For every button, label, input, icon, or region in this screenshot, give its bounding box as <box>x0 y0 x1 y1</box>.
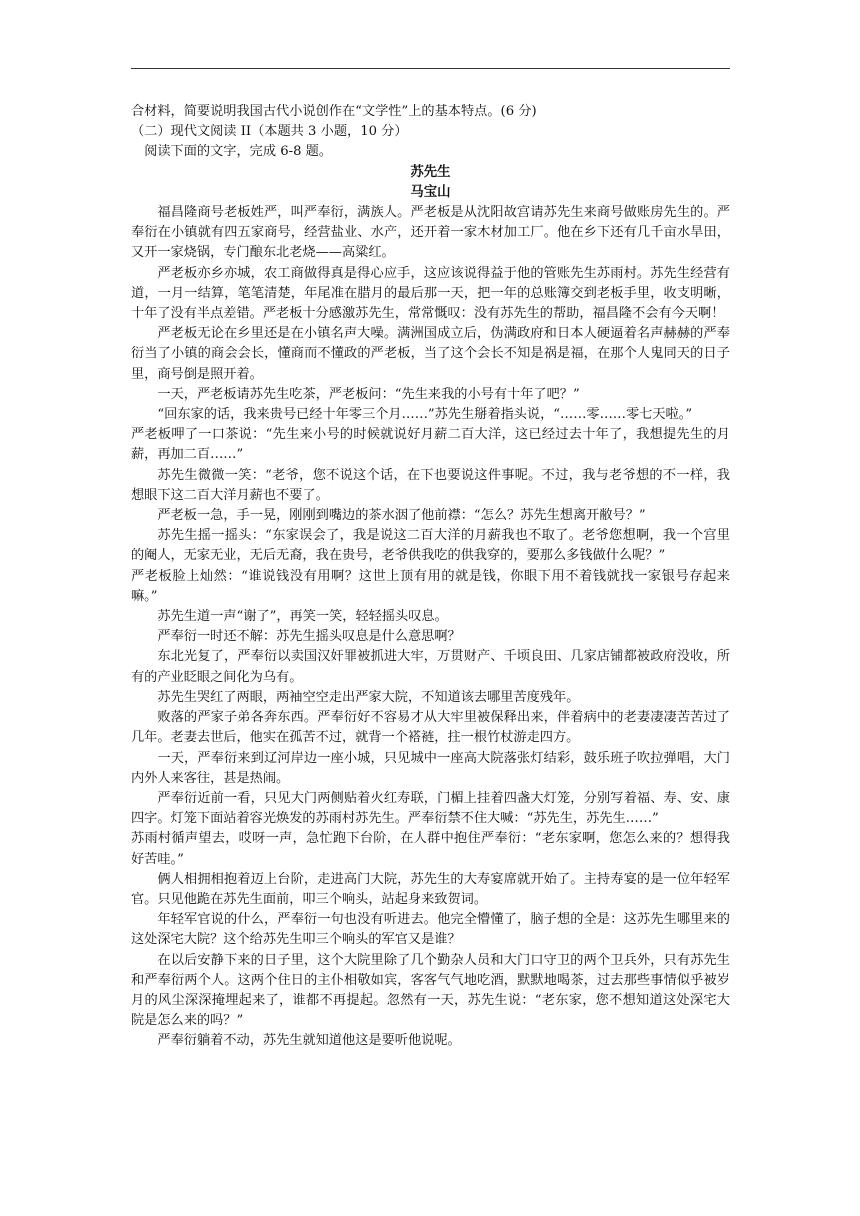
article-author: 马宝山 <box>410 184 451 200</box>
paragraph: 苏先生摇一摇头：“东家误会了，我是说这二百大洋的月薪我也不取了。老爷您想啊，我一个宫里的阉人，无家无业，无后无裔，我在贵号，老爷供我吃的供我穿的，要那么多钱做什么呢？” <box>131 528 730 564</box>
paragraph: 福昌隆商号老板姓严，叫严奉衍，满族人。严老板是从沈阳故宫请苏先生来商号做账房先生的。严奉衍在小镇就有四五家商号，经营盐业、水产，还开着一家木材加工厂。他在乡下还有几千亩水旱田，又开一家烧锅，专门酿东北老烧——高粱红。 <box>131 205 730 261</box>
paragraph: 严奉衍近前一看，只见大门两侧贴着火红寿联，门楣上挂着四盏大灯笼，分别写着福、寿、安、康四字。灯笼下面站着容光焕发的苏雨村苏先生。严奉衍禁不住大喊：“苏先生，苏先生……” <box>131 790 730 827</box>
document-body <box>131 102 730 1052</box>
section-heading: （二）现代文阅读 II（本题共 3 小题，10 分） <box>131 124 408 140</box>
paragraph: 东北光复了，严奉衍以卖国汉奸罪被抓进大牢，万贯财产、千顷良田、几家店铺都被政府没收，所有的产业眨眼之间化为乌有。 <box>131 649 730 685</box>
paragraph: 俩人相拥相抱着迈上台阶，走进高门大院，苏先生的大寿宴席就开始了。主持寿宴的是一位年轻军官。只见他跪在苏先生面前，叩三个响头，站起身来致贺词。 <box>131 871 730 907</box>
paragraph: 严奉衍躺着不动，苏先生就知道他这是要听他说呢。 <box>157 1033 461 1049</box>
paragraph: “回东家的话，我来贵号已经十年零三个月……”苏先生掰着指头说，“……零……零七天啦。” <box>157 407 693 423</box>
paragraph: 在以后安静下来的日子里，这个大院里除了几个勤杂人员和大门口守卫的两个卫兵外，只有苏先生和严奉衍两个人。这两个住日的主仆相敬如宾，客客气气地吃酒，默默地喝茶，过去那些事情似乎被岁月的风尘深深掩埋起来了，谁都不再提起。忽然有一天，苏先生说：“老东家，您不想知道这处深宅大院是怎么来的吗？” <box>131 952 730 1029</box>
paragraph: 严老板亦乡亦城，农工商做得真是得心应手，这应该说得益于他的管账先生苏雨村。苏先生经营有道，一月一结算，笔笔清楚，年尾准在腊月的最后那一天，把一年的总账簿交到老板手里，收支明晰，十年了没有半点差错。严老板十分感激苏先生，常常慨叹：没有苏先生的帮助，福昌隆不会有今天啊！ <box>131 265 730 322</box>
paragraph: 严老板一急，手一晃，刚刚到嘴边的茶水洇了他前襟：“怎么？苏先生想离开敝号？” <box>157 508 646 524</box>
paragraph: 严老板脸上灿然：“谁说钱没有用啊？这世上顶有用的就是钱，你眼下用不着钱就找一家银号存起来嘛。” <box>131 568 730 604</box>
question-continuation: 合材料，简要说明我国古代小说创作在“文学性”上的基本特点。(6 分) <box>131 104 537 119</box>
reading-instruction: 阅读下面的文字，完成 6-8 题。 <box>144 144 333 160</box>
paragraph: 苏先生道一声“谢了”，再笑一笑，轻轻摇头叹息。 <box>157 609 448 625</box>
paragraph: 败落的严家子弟各奔东西。严奉衍好不容易才从大牢里被保释出来，伴着病中的老妻凄凄苦苦过了几年。老妻去世后，他实在孤苦不过，就背一个褡裢，拄一根竹杖游走四方。 <box>131 710 730 746</box>
paragraph: 一天，严奉衍来到辽河岸边一座小城，只见城中一座高大院落张灯结彩，鼓乐班子吹拉弹唱，大门内外人来客往，甚是热闹。 <box>131 750 730 786</box>
paragraph: 严老板呷了一口茶说：“先生来小号的时候就说好月薪二百大洋，这已经过去十年了，我想提先生的月薪，再加二百……” <box>131 427 730 463</box>
paragraph: 苏先生微微一笑：“老爷，您不说这个话，在下也要说这件事呢。不过，我与老爷想的不一样，我想眼下这二百大洋月薪也不要了。 <box>131 467 730 503</box>
header-rule <box>131 68 730 69</box>
article-title: 苏先生 <box>410 164 451 180</box>
paragraph: 苏先生哭红了两眼，两袖空空走出严家大院，不知道该去哪里苦度残年。 <box>157 689 580 705</box>
paragraph: 严奉衍一时还不解：苏先生摇头叹息是什么意思啊？ <box>157 629 461 645</box>
paragraph: 年轻军官说的什么，严奉衍一句也没有听进去。他完全懵懂了，脑子想的全是：这苏先生哪里来的这处深宅大院？这个给苏先生叩三个响头的军官又是谁？ <box>131 912 730 948</box>
paragraph: 苏雨村循声望去，哎呀一声，急忙跑下台阶，在人群中抱住严奉衍：“老东家啊，您怎么来的？想得我好苦哇。” <box>131 831 730 867</box>
paragraph: 一天，严老板请苏先生吃茶，严老板问：“先生来我的小号有十年了吧？” <box>157 386 580 402</box>
paragraph: 严老板无论在乡里还是在小镇名声大噪。满洲国成立后，伪满政府和日本人硬逼着名声赫赫的严奉衍当了小镇的商会会长，懂商而不懂政的严老板，当了这个会长不知是祸是福，在那个人鬼同天的日子里，商号倒是照开着。 <box>131 326 730 382</box>
